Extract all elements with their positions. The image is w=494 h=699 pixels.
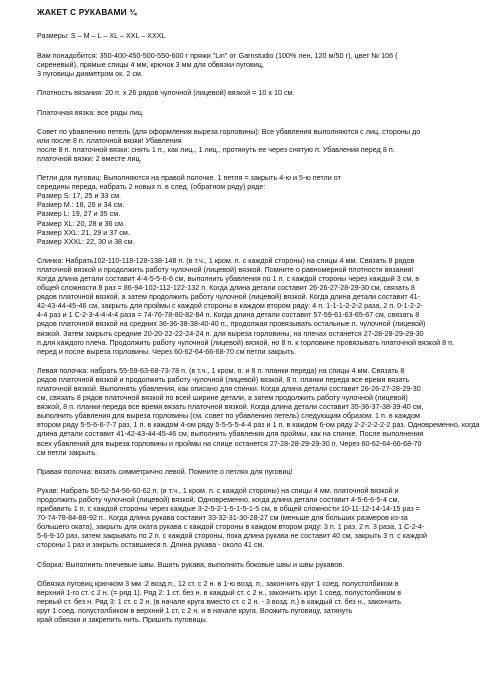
text-line: втором ряду 5-5-6-6-7-7 раз, 1 п. в каждом 4-ом ряду 5-5-5-5-4-4 раз и 1 п. в каждом 6-ом ряду 2-2-2-2-2-2 раз. Одновременно, когда [37, 420, 480, 430]
right-front-paragraph: Правая полочка: вязать симметрично левой. Помните о петлях для пуговиц! [37, 466, 293, 476]
density-paragraph: Плотность вязания: 20 п. х 26 рядов чулочной (лицевой) вязкой = 10 х 10 см. [37, 88, 295, 98]
materials-paragraph [37, 51, 480, 78]
text-line: вязкой. Затем закрыть средние 20-20-22-22-24-24 п. для выреза горловины, на плечах останется 27-28-28-29-29-30 [37, 328, 424, 338]
text-line: рядов платочной вязкой, а затем продолжить работу чулочной (лицевой) вязкой. Когда длина детали составит 41- [37, 292, 421, 302]
decrease-tip-paragraph [37, 127, 480, 163]
text-line: стороны 1 раз и закрыть оставшиеся п. Длина рукава - около 41 см. [37, 540, 265, 550]
text-line: рядов платочной вязкой на средних 36-36-38-38-40-40 п., продолжая провязывать остальные п. чулочной (лицевой) [37, 319, 426, 329]
button-crochet-paragraph [37, 579, 480, 624]
text-line: верхний 1-го ст. с 2 н. (= ряд 1). Ряд 2: 1 ст. без н. в каждый ст. с 2 н., закончить круг 1 соед. полустолбиком в [37, 587, 402, 597]
text-line: Размер M.: 18, 26 и 34 см. [37, 200, 125, 210]
text-line: сиреневый), прямые спицы 4 мм, крючок 3 мм для обвязки пуговиц, [37, 60, 264, 70]
text-line: Размер S: 17, 25 и 33 см. [37, 191, 122, 201]
text-line: 70-74-78-84-88-92 п.. Когда длина рукава составит 33-32-31-30-28-27 см (меньше для больших размеров из-за [37, 513, 408, 523]
sleeve-paragraph [37, 486, 480, 550]
text-line: Петли для пуговиц: Выполняются на правой полочке. 1 петля = закрыть 4-ю и 5-ю петли от [37, 173, 341, 183]
text-line: середины переда, набрать 2 новых п. в след. (обратном ряду) ряде: [37, 182, 266, 192]
text-line: выполнить убавления для выреза горловины (см. совет по убавлению петель) следующим образом: 1 п. в каждом [37, 411, 420, 421]
text-line: круг 1 соед. полустолбиком в верхний 1 ст. с 2 н. и в начале круга. Вложить пуговицу, затянуть [37, 605, 353, 615]
text-line: продолжить работу чулочной (лицевой) вязкой. Одновременно, когда длина детали составит 4-5-6-6-5-4 см, [37, 494, 400, 504]
text-line: Вам понадобится: 350-400-450-500-550-600 г пряжи "Lin" от Garnstudio (100% лен, 120 м/50 г), цвет № 106 ( [37, 51, 398, 61]
sizes-paragraph: Размеры: S – M – L – XL – XXL – XXXL [37, 31, 166, 41]
text-line: п.для каждого плеча. Продолжить работу чулочной (лицевой) вязкой, но 8 п. к горловине провязывать платочной вязкой 8 п. [37, 337, 455, 347]
text-line: платочной вязки: 2 вместе лиц. [37, 153, 142, 163]
plain-knit-paragraph: Платочная вязка: все ряды лиц. [37, 107, 144, 117]
text-line: перед и после выреза горловины. Через 60-62-64-66-68-70 см петли закрыть. [37, 346, 297, 356]
text-line: Размер XXL: 21, 29 и 37 см. [37, 227, 130, 237]
text-line: Размер L: 19, 27 и 35 см. [37, 209, 121, 219]
text-line: 4-4 раз и 1 С-2-3-4-4-4-4 раза = 74-76-78-80-82-84 п. Когда длина детали составит 57-59-61-63-65-67 см, связать 8 [37, 310, 420, 320]
text-line: Совет по уbавлению петель (для оформления выреза горловины): Все убавления выполняются с лиц. стороны до [37, 126, 421, 136]
text-line: Размер XL: 20, 28 и 36 см. [37, 218, 126, 228]
assembly-paragraph: Сборка: Выполнить плечевые швы. Вшить рукава, выполнить боковые швы и швы рукавов. [37, 559, 345, 569]
back-paragraph [37, 256, 480, 356]
text-line: Спинка: Набрать102-110-118-128-138-148 п. (в т.ч., 1 кром. п. с каждой стороны) на спицы 4 мм. Связать 8 рядов [37, 255, 415, 265]
text-line: 3 пуговицы диаметром ок. 2 см. [37, 69, 143, 79]
text-line: вязкой, 8 п. планки переда все время вязать платочной вязкой. Когда длина детали составит 35-36-37-38-39-40 см, [37, 402, 424, 412]
text-line: всех убавлений для выреза горловины и проймы на спице останется 27-28-28-29-29-30 п. Через 60-62-64-66-68-70 [37, 438, 422, 448]
text-line: Когда длина детали составит 4-4-5-5-6-6 см, выполнить убавления по 1 п. с каждой стороны через каждый 3 см, в [37, 273, 420, 283]
text-line: см петли закрыть. [37, 447, 98, 457]
buttonholes-paragraph [37, 173, 480, 246]
text-line: 42-43-44-45-46 см, закрыть для проймы с каждой стороны в каждом втором ряду: 4 п. 1-1-1-2-2-2 раза, 2 п. 0-1-2-2- [37, 301, 423, 311]
text-line: большего оката), закрыть для оката рукава с каждой стороны в каждом втором ряду: 3 п. 1 раз, 2 п. 3 раза, 1 С-2-4- [37, 522, 425, 532]
left-front-paragraph [37, 366, 480, 457]
text-line: прибавить 1 п. с каждой стороны через каждые 3-2-5-2-1-5-1-5-1-5 см, в общей сложности 10-11-12-14-14-15 раз = [37, 504, 420, 514]
text-line: длина детали составит 41-42-43-44-45-46 см, выполнить убавления для проймы, как на спинке. После выполнения [37, 429, 424, 439]
text-line: Обвязка пуговиц крючком 3 мм :2 возд.п., 12 ст. с 2 н. в 1-ю возд. п., закончить круг 1 соед. полустолбиком в [37, 578, 399, 588]
page-title: ЖАКЕТ С РУКАВАМИ ¾ [37, 7, 137, 17]
text-line: рядов платочной вязкой и продолжить работу чулочной (лицевой) вязкой, 8 п. планки переда все время вязать [37, 374, 410, 384]
text-line: 5-6-9-10 раз, затем закрывать по 2 п. с каждой стороны, пока длина рукава не составит 40 см, закрыть 3 п. с каждой [37, 531, 428, 541]
text-line: Левая полочка: набрать 55-59-63-68-73-78 п. (в т.ч., 1 кром. п. и 8 п. планки переда) на спицы 4 мм. Связать 8 [37, 365, 405, 375]
text-line: Размер XXXL: 22, 30 и 38 см. [37, 236, 135, 246]
text-line: см, связать 8 рядов платочной вязкой по всей ширине детали, а затем продолжить работу чулочной (лицевой) [37, 393, 408, 403]
text-line: общей сложности 8 раз = 86-94-102-112-122-132 п. Когда длина детали составит 26-26-27-28-29-30 см, связать 8 [37, 283, 415, 293]
text-line: после 8 п. платочной вязки: снять 1 п., как лиц., 1 лиц., протянуть ее через снятую п. Убавления перед 8 п. [37, 144, 395, 154]
text-line: край обвязки и закрепить нить. Пришить пуговицы. [37, 614, 208, 624]
text-line: первый ст. без н. Ряд 3: 1 ст. с 2 н. (в начале круга вместо ст. с 2 н. - 3 возд. п.) в каждый ст. без н., закончить [37, 596, 401, 606]
text-line: платочной вязкой. Выполнять убавления, как описано для спинки. Когда длина детали составит 26-26-27-28-29-30 [37, 384, 421, 393]
text-line: Рукав: Набрать 50-52-54-56-60-62 п. (в т.ч., 1 кром. п. с каждой стороны) на спицы 4 мм. платочной вязкой и [37, 485, 399, 495]
text-line: или после 8 п. платочной вязки! Убавления [37, 135, 182, 145]
text-line: платочной вязкой и продолжить работу чулочной (лицевой) вязкой. Помните о равномерной плотности вязания! [37, 264, 414, 274]
